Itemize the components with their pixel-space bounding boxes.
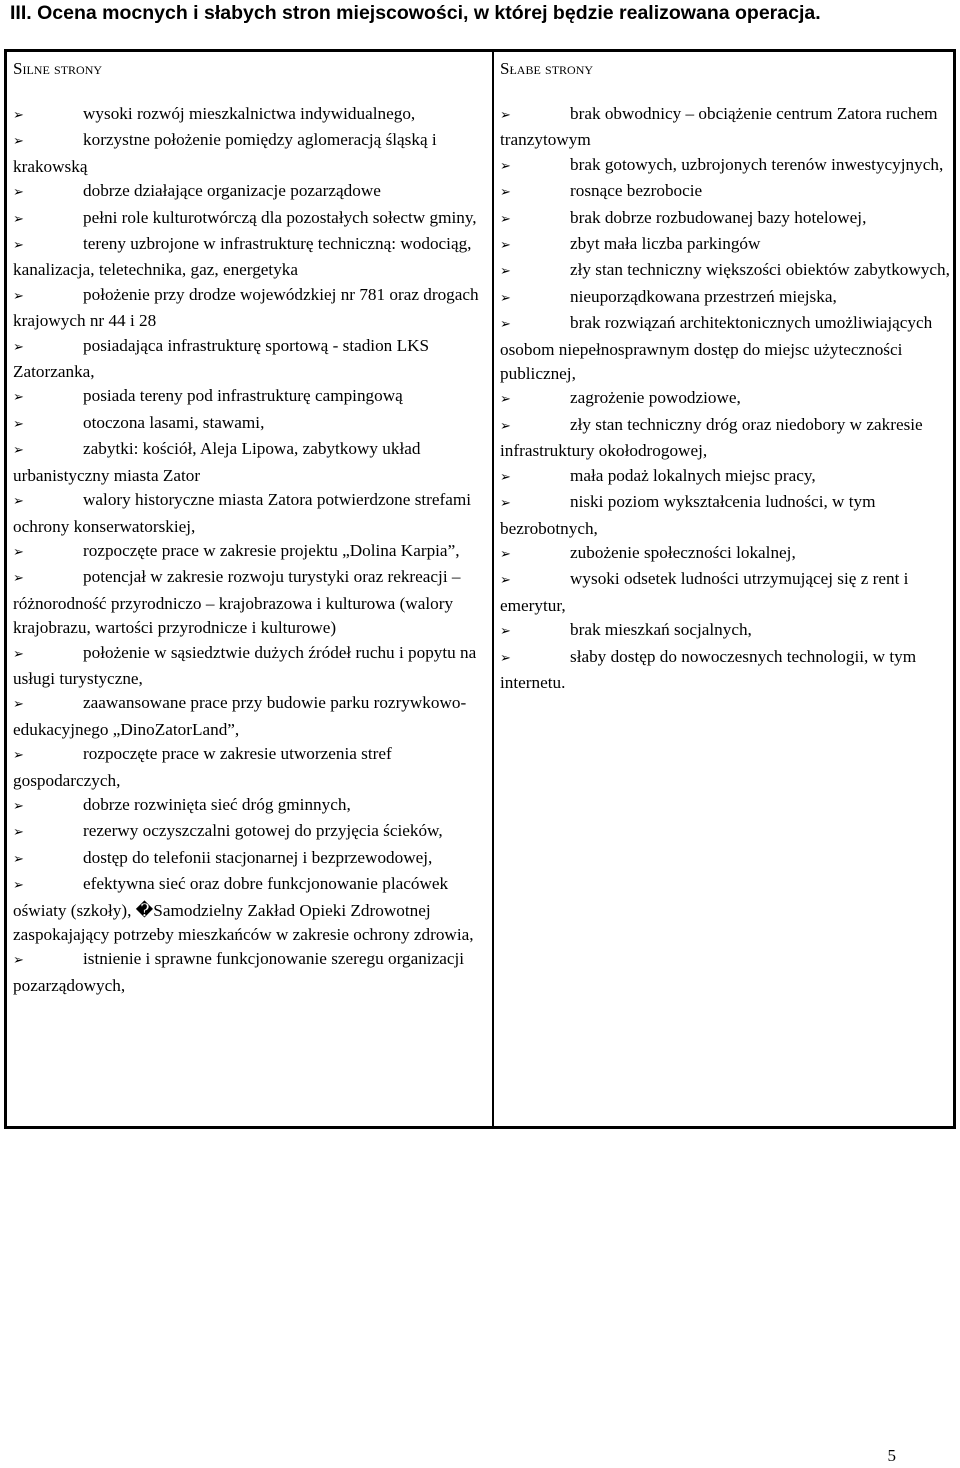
- list-item-text: istnienie i sprawne funkcjonowanie szeregu organizacji pozarządowych,: [13, 949, 465, 995]
- list-item: [13, 488, 492, 539]
- strengths-column: [7, 52, 494, 1126]
- arrow-bullet-icon: ➢: [13, 390, 24, 406]
- list-item: [500, 179, 953, 205]
- arrow-bullet-icon: ➢: [500, 573, 511, 589]
- list-item-text: zagrożenie powodziowe,: [570, 388, 741, 408]
- arrow-bullet-icon: ➢: [13, 108, 24, 123]
- list-item: [13, 334, 492, 385]
- list-item: [500, 490, 953, 541]
- arrow-bullet-icon: ➢: [13, 211, 24, 227]
- list-item-text: efektywna sieć oraz dobre funkcjonowanie placówek oświaty (szkoły), �Samodzielny Zakład Opieki Zdrowotnej zaspokajający potrzeby mieszkańców w zakresie ochrony zdrowia,: [13, 874, 474, 944]
- arrow-bullet-icon: ➢: [13, 185, 24, 201]
- list-item: [13, 283, 492, 334]
- list-item: [500, 618, 953, 644]
- list-item-text: mała podaż lokalnych miejsc pracy,: [570, 465, 816, 485]
- list-item-text: zabytki: kościół, Aleja Lipowa, zabytkowy układ urbanistyczny miasta Zator: [13, 439, 421, 485]
- section-heading: III. Ocena mocnych i słabych stron miejscowości, w której będzie realizowana operacja.: [10, 2, 821, 24]
- arrow-bullet-icon: ➢: [13, 697, 24, 713]
- arrow-bullet-icon: ➢: [500, 546, 511, 562]
- list-item: [13, 819, 492, 845]
- list-item-text: brak dobrze rozbudowanej bazy hotelowej,: [570, 207, 867, 227]
- list-item: [500, 258, 953, 284]
- list-item-text: rezerwy oczyszczalni gotowej do przyjęcia ścieków,: [83, 821, 443, 841]
- list-item-text: dobrze rozwinięta sieć dróg gminnych,: [83, 794, 351, 814]
- swot-table: [4, 49, 956, 1129]
- list-item-text: zbyt mała liczba parkingów: [570, 234, 761, 254]
- list-item-text: niski poziom wykształcenia ludności, w tym bezrobotnych,: [500, 492, 876, 538]
- list-item: [13, 102, 492, 128]
- arrow-bullet-icon: ➢: [13, 339, 24, 355]
- list-item-text: dostęp do telefonii stacjonarnej i bezprzewodowej,: [83, 847, 433, 867]
- list-item: [13, 742, 492, 793]
- list-item: [500, 153, 953, 179]
- list-item-text: położenie w sąsiedztwie dużych źródeł ruchu i popytu na usługi turystyczne,: [13, 642, 477, 688]
- arrow-bullet-icon: ➢: [13, 544, 24, 560]
- list-item-text: słaby dostęp do nowoczesnych technologii, w tym internetu.: [500, 646, 917, 692]
- list-item-text: brak obwodnicy – obciążenie centrum Zatora ruchem tranzytowym: [500, 104, 938, 150]
- list-item: [13, 539, 492, 565]
- list-item-text: potencjał w zakresie rozwoju turystyki oraz rekreacji – różnorodność przyrodniczo – krajobrazowa i kulturowa (walory krajobrazu, wartości przyrodnicze i kulturowe): [13, 567, 461, 638]
- arrow-bullet-icon: ➢: [500, 469, 511, 485]
- arrow-bullet-icon: ➢: [13, 238, 24, 254]
- list-item-text: brak rozwiązań architektonicznych umożliwiających osobom niepełnosprawnym dostęp do miejsc użyteczności publicznej,: [500, 313, 933, 384]
- arrow-bullet-icon: ➢: [13, 878, 24, 894]
- list-item-text: położenie przy drodze wojewódzkiej nr 781 oraz drogach krajowych nr 44 i 28: [13, 284, 479, 331]
- list-item: [500, 232, 953, 258]
- strengths-list: [13, 102, 492, 998]
- arrow-bullet-icon: ➢: [13, 825, 24, 841]
- list-item: [13, 179, 492, 205]
- list-item: [13, 206, 492, 232]
- arrow-bullet-icon: ➢: [13, 798, 24, 814]
- list-item: [13, 793, 492, 819]
- arrow-bullet-icon: ➢: [13, 748, 24, 764]
- list-item: [500, 102, 953, 153]
- arrow-bullet-icon: ➢: [500, 264, 511, 280]
- arrow-bullet-icon: ➢: [13, 288, 24, 304]
- list-item-text: rozpoczęte prace w zakresie utworzenia stref gospodarczych,: [13, 744, 392, 790]
- list-item-text: rozpoczęte prace w zakresie projektu „Dolina Karpia”,: [83, 540, 460, 560]
- list-item: [13, 128, 492, 179]
- list-item-text: otoczona lasami, stawami,: [83, 412, 265, 432]
- list-item-text: posiadająca infrastrukturę sportową - stadion LKS Zatorzanka,: [13, 335, 430, 382]
- list-item: [13, 384, 492, 410]
- list-item-text: posiada tereny pod infrastrukturę campingową: [83, 386, 403, 406]
- arrow-bullet-icon: ➢: [500, 158, 511, 174]
- list-item-text: brak mieszkań socjalnych,: [570, 620, 752, 640]
- page-number: 5: [887, 1446, 896, 1465]
- arrow-bullet-icon: ➢: [13, 646, 24, 662]
- arrow-bullet-icon: ➢: [500, 650, 511, 666]
- list-item-text: zubożenie społeczności lokalnej,: [570, 542, 796, 562]
- list-item-text: nieuporządkowana przestrzeń miejska,: [570, 286, 837, 306]
- weaknesses-list: [500, 102, 953, 695]
- list-item: [13, 846, 492, 872]
- arrow-bullet-icon: ➢: [500, 185, 511, 201]
- weaknesses-title: Słabe strony: [500, 59, 594, 78]
- list-item: [500, 567, 953, 618]
- list-item-text: tereny uzbrojone w infrastrukturę techniczną: wodociąg, kanalizacja, teletechnika, gaz, energetyka: [13, 234, 472, 280]
- list-item: [500, 386, 953, 412]
- list-item-text: korzystne położenie pomiędzy aglomeracją śląską i krakowską: [13, 130, 437, 176]
- arrow-bullet-icon: ➢: [13, 494, 24, 510]
- weaknesses-column: [494, 52, 953, 1126]
- list-item-text: wysoki rozwój mieszkalnictwa indywidualnego,: [83, 104, 416, 123]
- list-item-text: wysoki odsetek ludności utrzymującej się z rent i emerytur,: [500, 569, 909, 615]
- arrow-bullet-icon: ➢: [13, 851, 24, 867]
- arrow-bullet-icon: ➢: [500, 624, 511, 640]
- arrow-bullet-icon: ➢: [500, 392, 511, 408]
- list-item: [13, 691, 492, 742]
- arrow-bullet-icon: ➢: [500, 317, 511, 333]
- list-item: [13, 947, 492, 998]
- list-item-text: rosnące bezrobocie: [570, 181, 703, 201]
- list-item: [13, 411, 492, 437]
- list-item-text: pełni role kulturotwórczą dla pozostałych sołectw gminy,: [83, 207, 477, 227]
- list-item: [13, 437, 492, 488]
- list-item: [13, 872, 492, 947]
- arrow-bullet-icon: ➢: [13, 416, 24, 432]
- strengths-title: Silne strony: [13, 59, 103, 78]
- arrow-bullet-icon: ➢: [500, 418, 511, 434]
- list-item: [500, 464, 953, 490]
- list-item-text: brak gotowych, uzbrojonych terenów inwestycyjnych,: [570, 154, 944, 174]
- list-item: [13, 641, 492, 692]
- list-item: [500, 311, 953, 386]
- list-item-text: walory historyczne miasta Zatora potwierdzone strefami ochrony konserwatorskiej,: [13, 490, 472, 536]
- arrow-bullet-icon: ➢: [500, 496, 511, 512]
- arrow-bullet-icon: ➢: [500, 238, 511, 254]
- arrow-bullet-icon: ➢: [13, 953, 24, 969]
- list-item-text: zły stan techniczny dróg oraz niedobory w zakresie infrastruktury okołodrogowej,: [500, 414, 923, 461]
- arrow-bullet-icon: ➢: [500, 108, 511, 123]
- list-item: [500, 285, 953, 311]
- list-item-text: zaawansowane prace przy budowie parku rozrywkowo-edukacyjnego „DinoZatorLand”,: [13, 693, 467, 739]
- arrow-bullet-icon: ➢: [500, 211, 511, 227]
- list-item-text: zły stan techniczny większości obiektów zabytkowych,: [570, 260, 950, 280]
- arrow-bullet-icon: ➢: [13, 571, 24, 587]
- list-item-text: dobrze działające organizacje pozarządowe: [83, 181, 381, 201]
- arrow-bullet-icon: ➢: [500, 290, 511, 306]
- arrow-bullet-icon: ➢: [13, 134, 24, 150]
- list-item: [13, 232, 492, 283]
- list-item: [500, 541, 953, 567]
- list-item: [13, 565, 492, 640]
- list-item: [500, 206, 953, 232]
- list-item: [500, 645, 953, 696]
- arrow-bullet-icon: ➢: [13, 443, 24, 459]
- list-item: [500, 413, 953, 464]
